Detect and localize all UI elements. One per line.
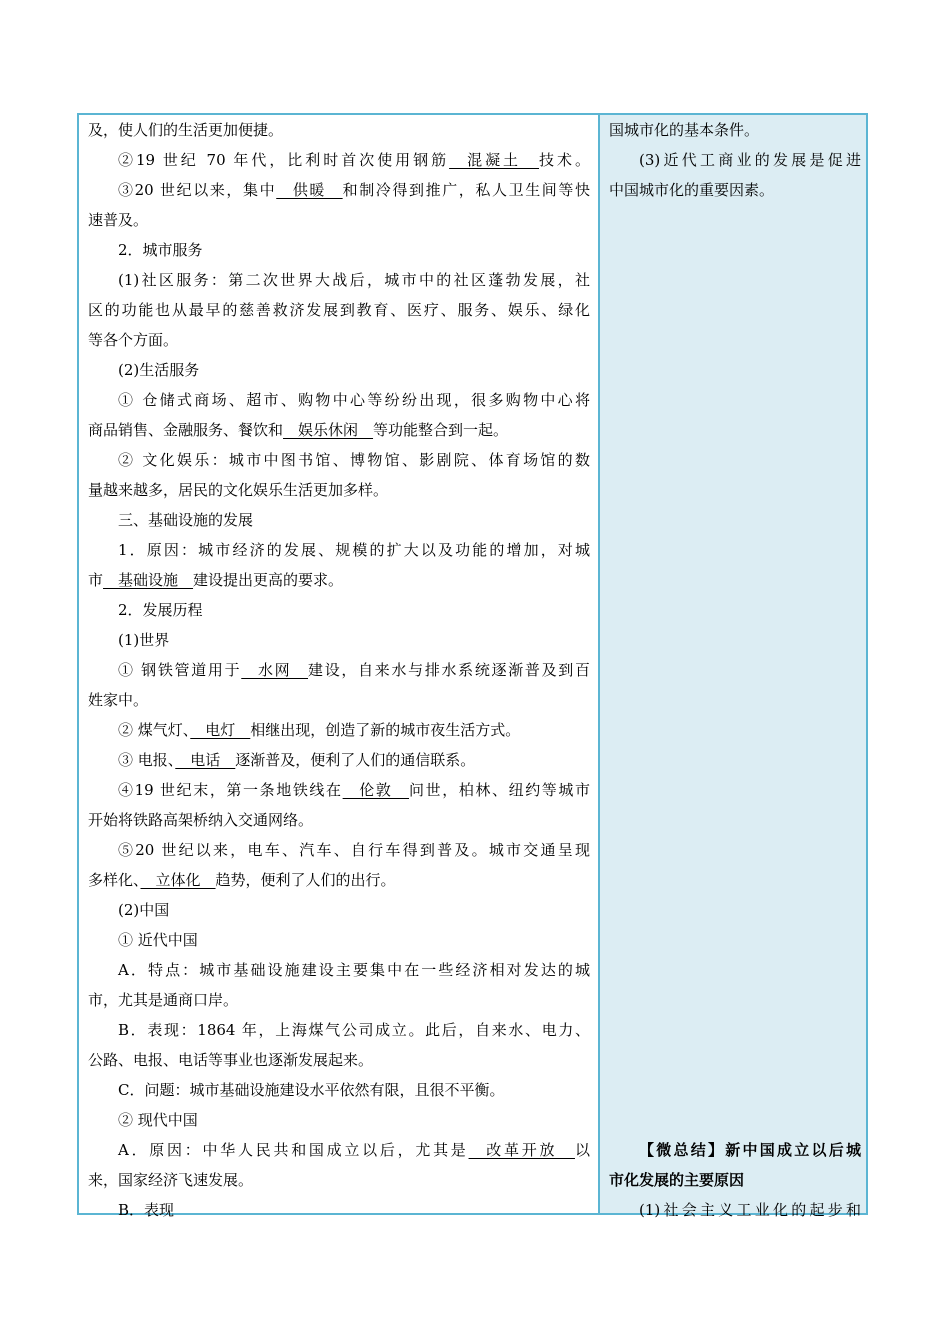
main-content-column [88,115,590,1225]
fill-blank-answer: 水网 [241,661,309,679]
notes-table [77,113,868,1219]
text-line: 商品销售、金融服务、餐饮和 娱乐休闲 等功能整合到一起。 [88,421,509,439]
text-line: ① 仓储式商场、超市、购物中心等纷纷出现，很多购物中心将 [118,391,590,409]
fill-blank-answer: 基础设施 [103,571,194,589]
fill-blank-answer: 改革开放 [468,1141,575,1159]
fill-blank-answer: 混凝土 [449,151,540,169]
fill-blank-answer: 娱乐休闲 [283,421,374,439]
text-line: 等各个方面。 [88,331,179,349]
text-line: 多样化、 立体化 趋势，便利了人们的出行。 [88,871,396,889]
text-line: 姓家中。 [88,691,149,709]
text-line: ② 文化娱乐：城市中图书馆、博物馆、影剧院、体育场馆的数 [118,451,590,469]
note-line: (3)近代工商业的发展是促进 [639,151,861,169]
note-line: 国城市化的基本条件。 [609,121,760,139]
text-line: ③20 世纪以来，集中 供暖 和制冷得到推广，私人卫生间等快 [118,181,590,199]
text-line: C．问题：城市基础设施建设水平依然有限，且很不平衡。 [118,1081,505,1099]
text-line: (1)社区服务：第二次世界大战后，城市中的社区蓬勃发展，社 [118,271,590,289]
text-line: ① 钢铁管道用于 水网 建设，自来水与排水系统逐渐普及到百 [118,661,590,679]
section-heading: (2)中国 [118,901,170,919]
text-line: 公路、电报、电话等事业也逐渐发展起来。 [88,1051,374,1069]
micro-summary-heading: 市化发展的主要原因 [609,1171,745,1189]
text-line: 市，尤其是通商口岸。 [88,991,239,1009]
note-line: (1)社会主义工业化的起步和 [639,1201,861,1219]
text-line: 区的功能也从最早的慈善救济发展到教育、医疗、服务、娱乐、绿化 [88,301,590,319]
text-line: A．特点：城市基础设施建设主要集中在一些经济相对发达的城 [118,961,590,979]
text-line: ②19 世纪 70 年代，比利时首次使用钢筋 混凝土 技术。 [118,151,590,169]
section-heading: 2．发展历程 [118,601,203,619]
section-heading: ② 现代中国 [118,1111,198,1129]
text-line: 及，使人们的生活更加便捷。 [88,121,284,139]
section-heading: (2)生活服务 [118,361,200,379]
fill-blank-answer: 电话 [175,751,236,769]
column-divider [598,115,600,1213]
text-line: 速普及。 [88,211,149,229]
text-line: B．表现 [118,1201,175,1219]
text-line: 1．原因：城市经济的发展、规模的扩大以及功能的增加，对城 [118,541,590,559]
fill-blank-answer: 电灯 [190,721,251,739]
section-heading: 三、基础设施的发展 [118,511,254,529]
text-line: ④19 世纪末，第一条地铁线在 伦敦 问世，柏林、纽约等城市 [118,781,590,799]
section-heading: (1)世界 [118,631,170,649]
text-line: 开始将铁路高架桥纳入交通网络。 [88,811,314,829]
text-line: 来，国家经济飞速发展。 [88,1171,254,1189]
fill-blank-answer: 供暖 [276,181,343,199]
text-line: A．原因：中华人民共和国成立以后，尤其是 改革开放 以 [118,1141,590,1159]
micro-summary-heading: 【微总结】新中国成立以后城 [639,1141,861,1159]
text-line: ② 煤气灯、 电灯 相继出现，创造了新的城市夜生活方式。 [118,721,521,739]
annotation-column [609,115,861,1225]
section-heading: 2．城市服务 [118,241,203,259]
text-line: B．表现：1864 年，上海煤气公司成立。此后，自来水、电力、 [118,1021,590,1039]
text-line: 市 基础设施 建设提出更高的要求。 [88,571,344,589]
fill-blank-answer: 立体化 [140,871,216,889]
section-heading: ① 近代中国 [118,931,198,949]
annotation-spacer [609,205,861,1135]
fill-blank-answer: 伦敦 [342,781,410,799]
text-line: ③ 电报、 电话 逐渐普及，便利了人们的通信联系。 [118,751,476,769]
note-line: 中国城市化的重要因素。 [609,181,775,199]
text-line: 量越来越多，居民的文化娱乐生活更加多样。 [88,481,389,499]
text-line: ⑤20 世纪以来，电车、汽车、自行车得到普及。城市交通呈现 [118,841,590,859]
